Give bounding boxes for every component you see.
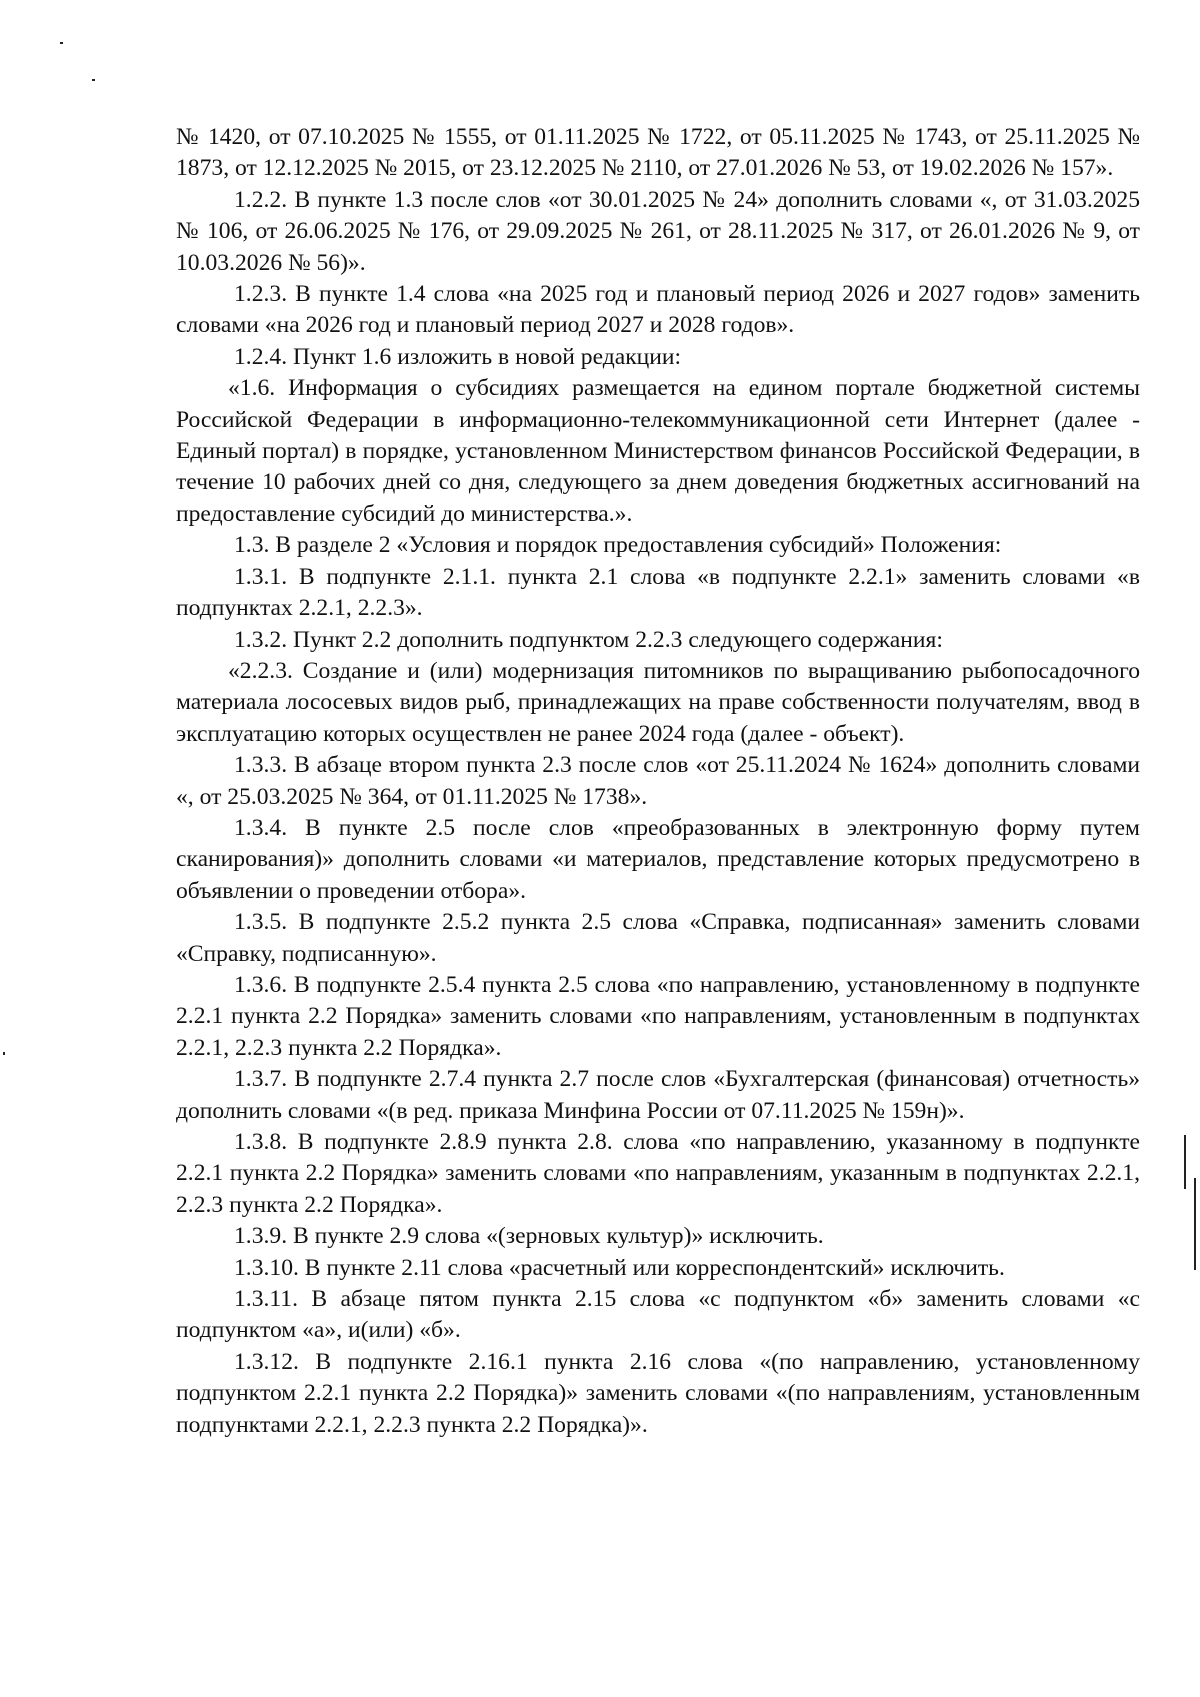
paragraph-1-3: 1.3. В разделе 2 «Условия и порядок предоставления субсидий» Положения:: [234, 532, 1002, 559]
scan-speck: [92, 79, 95, 81]
paragraph-1-3-3: 1.3.3. В абзаце втором пункта 2.3 после слов «от 25.11.2024 № 1624» дополнить словами «, от 25.03.2025 № 364, от 01.11.2025 № 1738».: [176, 752, 1140, 810]
document-page: [176, 122, 1140, 1441]
paragraph-1-3-11: 1.3.11. В абзаце пятом пункта 2.15 слова «с подпунктом «б» заменить словами «с подпунктом «а», и(или) «б».: [176, 1286, 1140, 1344]
scan-speck: [3, 1052, 5, 1055]
paragraph-1-3-8: 1.3.8. В подпункте 2.8.9 пункта 2.8. слова «по направлению, указанному в подпункте 2.2.1 пункта 2.2 Порядка» заменить словами «по направлениям, указанным в подпунктах 2.2.1, 2.2.3 пункта 2.2 Порядка».: [176, 1129, 1140, 1218]
paragraph-1-3-10: 1.3.10. В пункте 2.11 слова «расчетный или корреспондентский» исключить.: [234, 1254, 1005, 1281]
margin-line: [1184, 1135, 1186, 1189]
paragraph-1-2-4: 1.2.4. Пункт 1.6 изложить в новой редакции:: [234, 343, 682, 370]
paragraph-1-3-1: 1.3.1. В подпункте 2.1.1. пункта 2.1 слова «в подпункте 2.2.1» заменить словами «в подпунктах 2.2.1, 2.2.3».: [176, 563, 1140, 622]
paragraph-1-3-4: 1.3.4. В пункте 2.5 после слов «преобразованных в электронную форму путем сканирования)» дополнить словами «и материалов, представление которых предусмотрено в объявлении о проведении отбора».: [176, 814, 1140, 904]
paragraph-1-3-5: 1.3.5. В подпункте 2.5.2 пункта 2.5 слова «Справка, подписанная» заменить словами «Справку, подписанную».: [176, 909, 1140, 967]
paragraph-continuation: № 1420, от 07.10.2025 № 1555, от 01.11.2025 № 1722, от 05.11.2025 № 1743, от 25.11.2025 № 1873, от 12.12.2025 № 2015, от 23.12.2025 № 2110, от 27.01.2026 № 53, от 19.02.2026 № 157».: [176, 124, 1140, 182]
margin-line: [1194, 1178, 1196, 1270]
paragraph-1-3-12: 1.3.12. В подпункте 2.16.1 пункта 2.16 слова «(по направлению, установленному подпунктом 2.2.1 пункта 2.2 Порядка)» заменить словами «(по направлениям, установленным подпунктами 2.2.1, 2.2.3 пункта 2.2 Порядка)».: [176, 1348, 1140, 1438]
paragraph-1-2-3: 1.2.3. В пункте 1.4 слова «на 2025 год и плановый период 2026 и 2027 годов» заменить словами «на 2026 год и плановый период 2027 и 2028 годов».: [176, 281, 1140, 339]
paragraph-1-2-2: 1.2.2. В пункте 1.3 после слов «от 30.01.2025 № 24» дополнить словами «, от 31.03.2025 № 106, от 26.06.2025 № 176, от 29.09.2025 № 261, от 28.11.2025 № 317, от 26.01.2026 № 9, от 10.03.2026 № 56)».: [176, 186, 1140, 276]
paragraph-1-3-9: 1.3.9. В пункте 2.9 слова «(зерновых культур)» исключить.: [234, 1223, 824, 1250]
paragraph-1-3-6: 1.3.6. В подпункте 2.5.4 пункта 2.5 слова «по направлению, установленному в подпункте 2.2.1 пункта 2.2 Порядка» заменить словами «по направлениям, установленным в подпунктах 2.2.1, 2.2.3 пункта 2.2 Порядка».: [176, 971, 1140, 1061]
paragraph-quote-2-2-3: «2.2.3. Создание и (или) модернизация питомников по выращиванию рыбопосадочного материала лососевых видов рыб, принадлежащих на праве собственности получателям, ввод в эксплуатацию которых осуществлен не ранее 2024 года (далее - объект).: [176, 657, 1140, 747]
scan-speck: [60, 42, 63, 44]
paragraph-quote-1-6: «1.6. Информация о субсидиях размещается на едином портале бюджетной системы Российской Федерации в информационно-телекоммуникационной сети Интернет (далее - Единый портал) в порядке, установленном Министерством финансов Российской Федерации, в течение 10 рабочих дней со дня, следующего за днем доведения бюджетных ассигнований на предоставление субсидий до министерства.».: [176, 375, 1140, 527]
paragraph-1-3-7: 1.3.7. В подпункте 2.7.4 пункта 2.7 после слов «Бухгалтерская (финансовая) отчетность» дополнить словами «(в ред. приказа Минфина России от 07.11.2025 № 159н)».: [176, 1066, 1140, 1124]
paragraph-1-3-2: 1.3.2. Пункт 2.2 дополнить подпунктом 2.2.3 следующего содержания:: [234, 626, 943, 653]
